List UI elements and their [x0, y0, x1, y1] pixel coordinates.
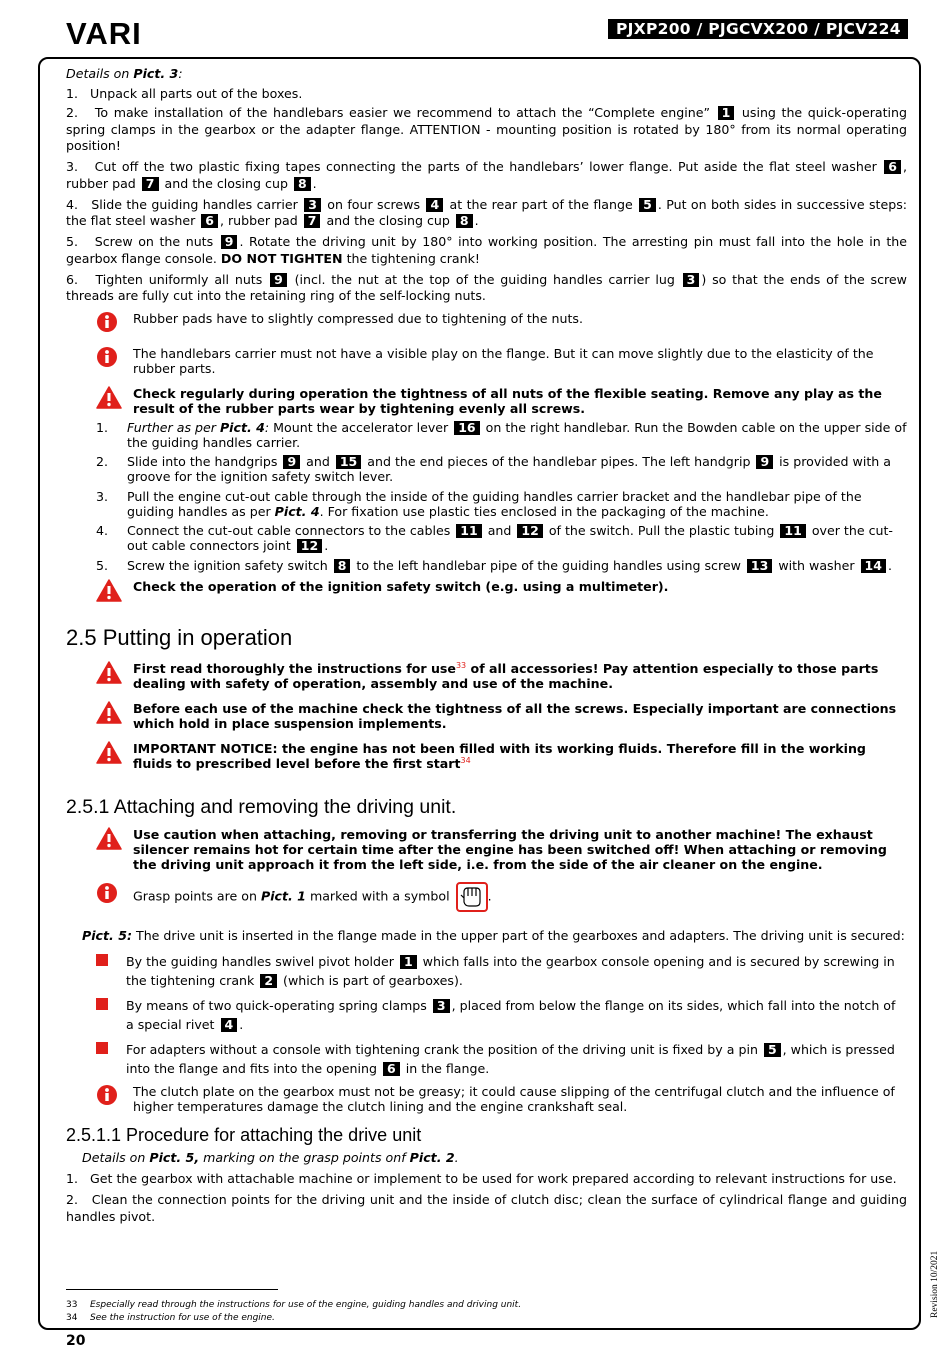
footnote: 33 Especially read through the instructions for use of the engine, guiding handles and driving unit. — [66, 1300, 522, 1310]
list-item: By the guiding handles swivel pivot holder 1 which falls into the gearbox console opening and is secured by screwing in the tightening crank 2 (which is part of gearboxes). — [96, 952, 907, 990]
list-item: 2. Slide into the handgrips 9 and 15 and the end pieces of the handlebar pipes. The left handgrip 9 is provided with a groove for the ignition safety switch lever. — [96, 454, 891, 484]
info-icon — [96, 311, 118, 333]
warning-icon — [96, 741, 122, 764]
footnote: 34 See the instruction for use of the engine. — [66, 1312, 275, 1323]
steps-b — [66, 420, 907, 573]
note-info: The handlebars carrier must not have a visible play on the flange. But it can move slightly due to the elasticity of the rubber parts. — [96, 346, 907, 376]
vari-logo — [66, 20, 206, 46]
list-item: 2. To make installation of the handlebars easier we recommend to attach the “Complete engine” 1 using the quick-operating spring clamps in the gearbox or the adapter flange. ATTENTION - mounting position is rotated by 180° from its normal operating position! — [66, 105, 908, 153]
info-icon — [96, 882, 118, 904]
vari-logo-text: VARI — [66, 20, 142, 46]
note-warning: Use caution when attaching, removing or transferring the driving unit to another machine! The exhaust silencer remains hot for certain time after the engine has been switched off! When attaching or removing the driving unit approach it from the left side, i.e. from the side of the air cleaner on the engine. — [96, 827, 907, 872]
list-item: 4. Connect the cut-out cable connectors to the cables 11 and 12 of the switch. Pull the plastic tubing 11 over the cut-out cable connectors joint 12 . — [96, 523, 893, 553]
warning-icon — [96, 386, 122, 409]
red-square-bullet-icon — [96, 1042, 108, 1054]
footnotes — [66, 1299, 521, 1324]
list-item: 3. Cut off the two plastic fixing tapes connecting the parts of the handlebars’ lower flange. Put aside the flat steel washer 6 , rubber pad 7 and the closing cup 8 . — [66, 159, 907, 191]
list-item: 2. Clean the connection points for the driving unit and the inside of clutch disc; clean the surface of cylindrical flange and guiding handles pivot. — [66, 1192, 907, 1224]
page-number: 20 — [66, 1333, 86, 1349]
page-content — [66, 66, 907, 1230]
note-warning: Before each use of the machine check the tightness of all the screws. Especially important are connections which hold in place suspension implements. — [96, 701, 907, 731]
note-info: Rubber pads have to slightly compressed due to tightening of the nuts. — [96, 311, 907, 336]
info-icon — [96, 1084, 118, 1106]
steps-a — [66, 86, 907, 305]
list-item: By means of two quick-operating spring clamps 3 , placed from below the flange on its sides, which fall into the notch of a special rivet 4 . — [96, 996, 907, 1034]
note-info: Grasp points are on Pict. 1 marked with a symbol . — [96, 882, 907, 912]
note-warning: IMPORTANT NOTICE: the engine has not been filled with its working fluids. Therefore fill in the working fluids to prescribed level before the first start$^{34}$ — [96, 741, 907, 771]
list-item: 4. Slide the guiding handles carrier 3 on four screws 4 at the rear part of the flange 5 . Put on both sides in successive steps: the flat steel washer 6 , rubber pad 7 and the closing cup 8 . — [66, 196, 908, 228]
note-warning: Check the operation of the ignition safety switch (e.g. using a multimeter). — [96, 579, 907, 605]
list-item: For adapters without a console with tightening crank the position of the driving unit is fixed by a pin 5 , which is pressed into the flange and fits into the opening 6 in the flange. — [96, 1040, 907, 1078]
pict5-paragraph: Pict. 5: The drive unit is inserted in the flange made in the upper part of the gearboxes and adapters. The driving unit is secured: — [82, 927, 905, 943]
model-codes: PJXP200 / PJGCVX200 / PJCV224 — [608, 19, 908, 39]
info-icon — [96, 346, 118, 368]
list-item: 3. Pull the engine cut-out cable through the inside of the guiding handles carrier bracket and the handlebar pipe of the guiding handles as per Pict. 4. For fixation use plastic ties enclosed in the packaging of the machine. — [96, 488, 862, 519]
red-square-bullet-icon — [96, 998, 108, 1010]
note-warning: First read thoroughly the instructions for use$^{33}$ of all accessories! Pay attention especially to those parts dealing with safety of operation, assembly and use of the machine. — [96, 661, 907, 691]
note-info: The clutch plate on the gearbox must not be greasy; it could cause slipping of the centrifugal clutch and the influence of higher temperatures damage the clutch lining and the engine crankshaft seal. — [96, 1084, 907, 1114]
note-warning: Check regularly during operation the tightness of all nuts of the flexible seating. Remove any play as the result of the rubber parts wear by tightening evenly all screws. — [96, 386, 907, 416]
list-item: 1. Unpack all parts out of the boxes. — [66, 85, 303, 101]
section-intro: Details on Pict. 5, marking on the grasp points onf Pict. 2. — [82, 1150, 459, 1165]
list-item: 5. Screw on the nuts 9 . Rotate the driving unit by 180° into working position. The arresting pin must fall into the hole in the gearbox flange console. DO NOT TIGHTEN the tightening crank! — [66, 234, 908, 266]
red-square-bullet-icon — [96, 954, 108, 966]
warning-icon — [96, 701, 122, 724]
section-heading-2-5: 2.5 Putting in operation — [66, 624, 293, 650]
list-item: 6. Tighten uniformly all nuts 9 (incl. the nut at the top of the guiding handles carrier lug 3 ) so that the ends of the screw threads are fully cut into the retaining ring of the self-locking nuts. — [66, 271, 907, 303]
warning-icon — [96, 661, 122, 684]
grasp-point-icon — [456, 882, 488, 912]
footnote-separator — [66, 1289, 278, 1290]
revision-label: Revision 10/2021 — [930, 1250, 940, 1318]
warning-icon — [96, 827, 122, 850]
footnote-ref[interactable]: 34 — [460, 755, 471, 765]
warning-icon — [96, 579, 122, 602]
list-item: 1. Get the gearbox with attachable machine or implement to be used for work prepared according to relevant instructions for use. — [66, 1171, 897, 1186]
pict3-intro: Details on Pict. 3: — [66, 66, 183, 81]
bullet-list — [96, 952, 907, 1078]
list-item: 1. Further as per Pict. 4: Mount the accelerator lever 16 on the right handlebar. Run the Bowden cable on the upper side of the guiding handles carrier. — [96, 419, 907, 450]
section-heading-2-5-1-1: 2.5.1.1 Procedure for attaching the drive unit — [66, 1125, 422, 1145]
footnote-ref[interactable]: 33 — [455, 660, 467, 670]
section-heading-2-5-1: 2.5.1 Attaching and removing the driving unit. — [66, 795, 457, 818]
list-item: 5. Screw the ignition safety switch 8 to the left handlebar pipe of the guiding handles using screw 13 with washer 14 . — [96, 557, 892, 573]
